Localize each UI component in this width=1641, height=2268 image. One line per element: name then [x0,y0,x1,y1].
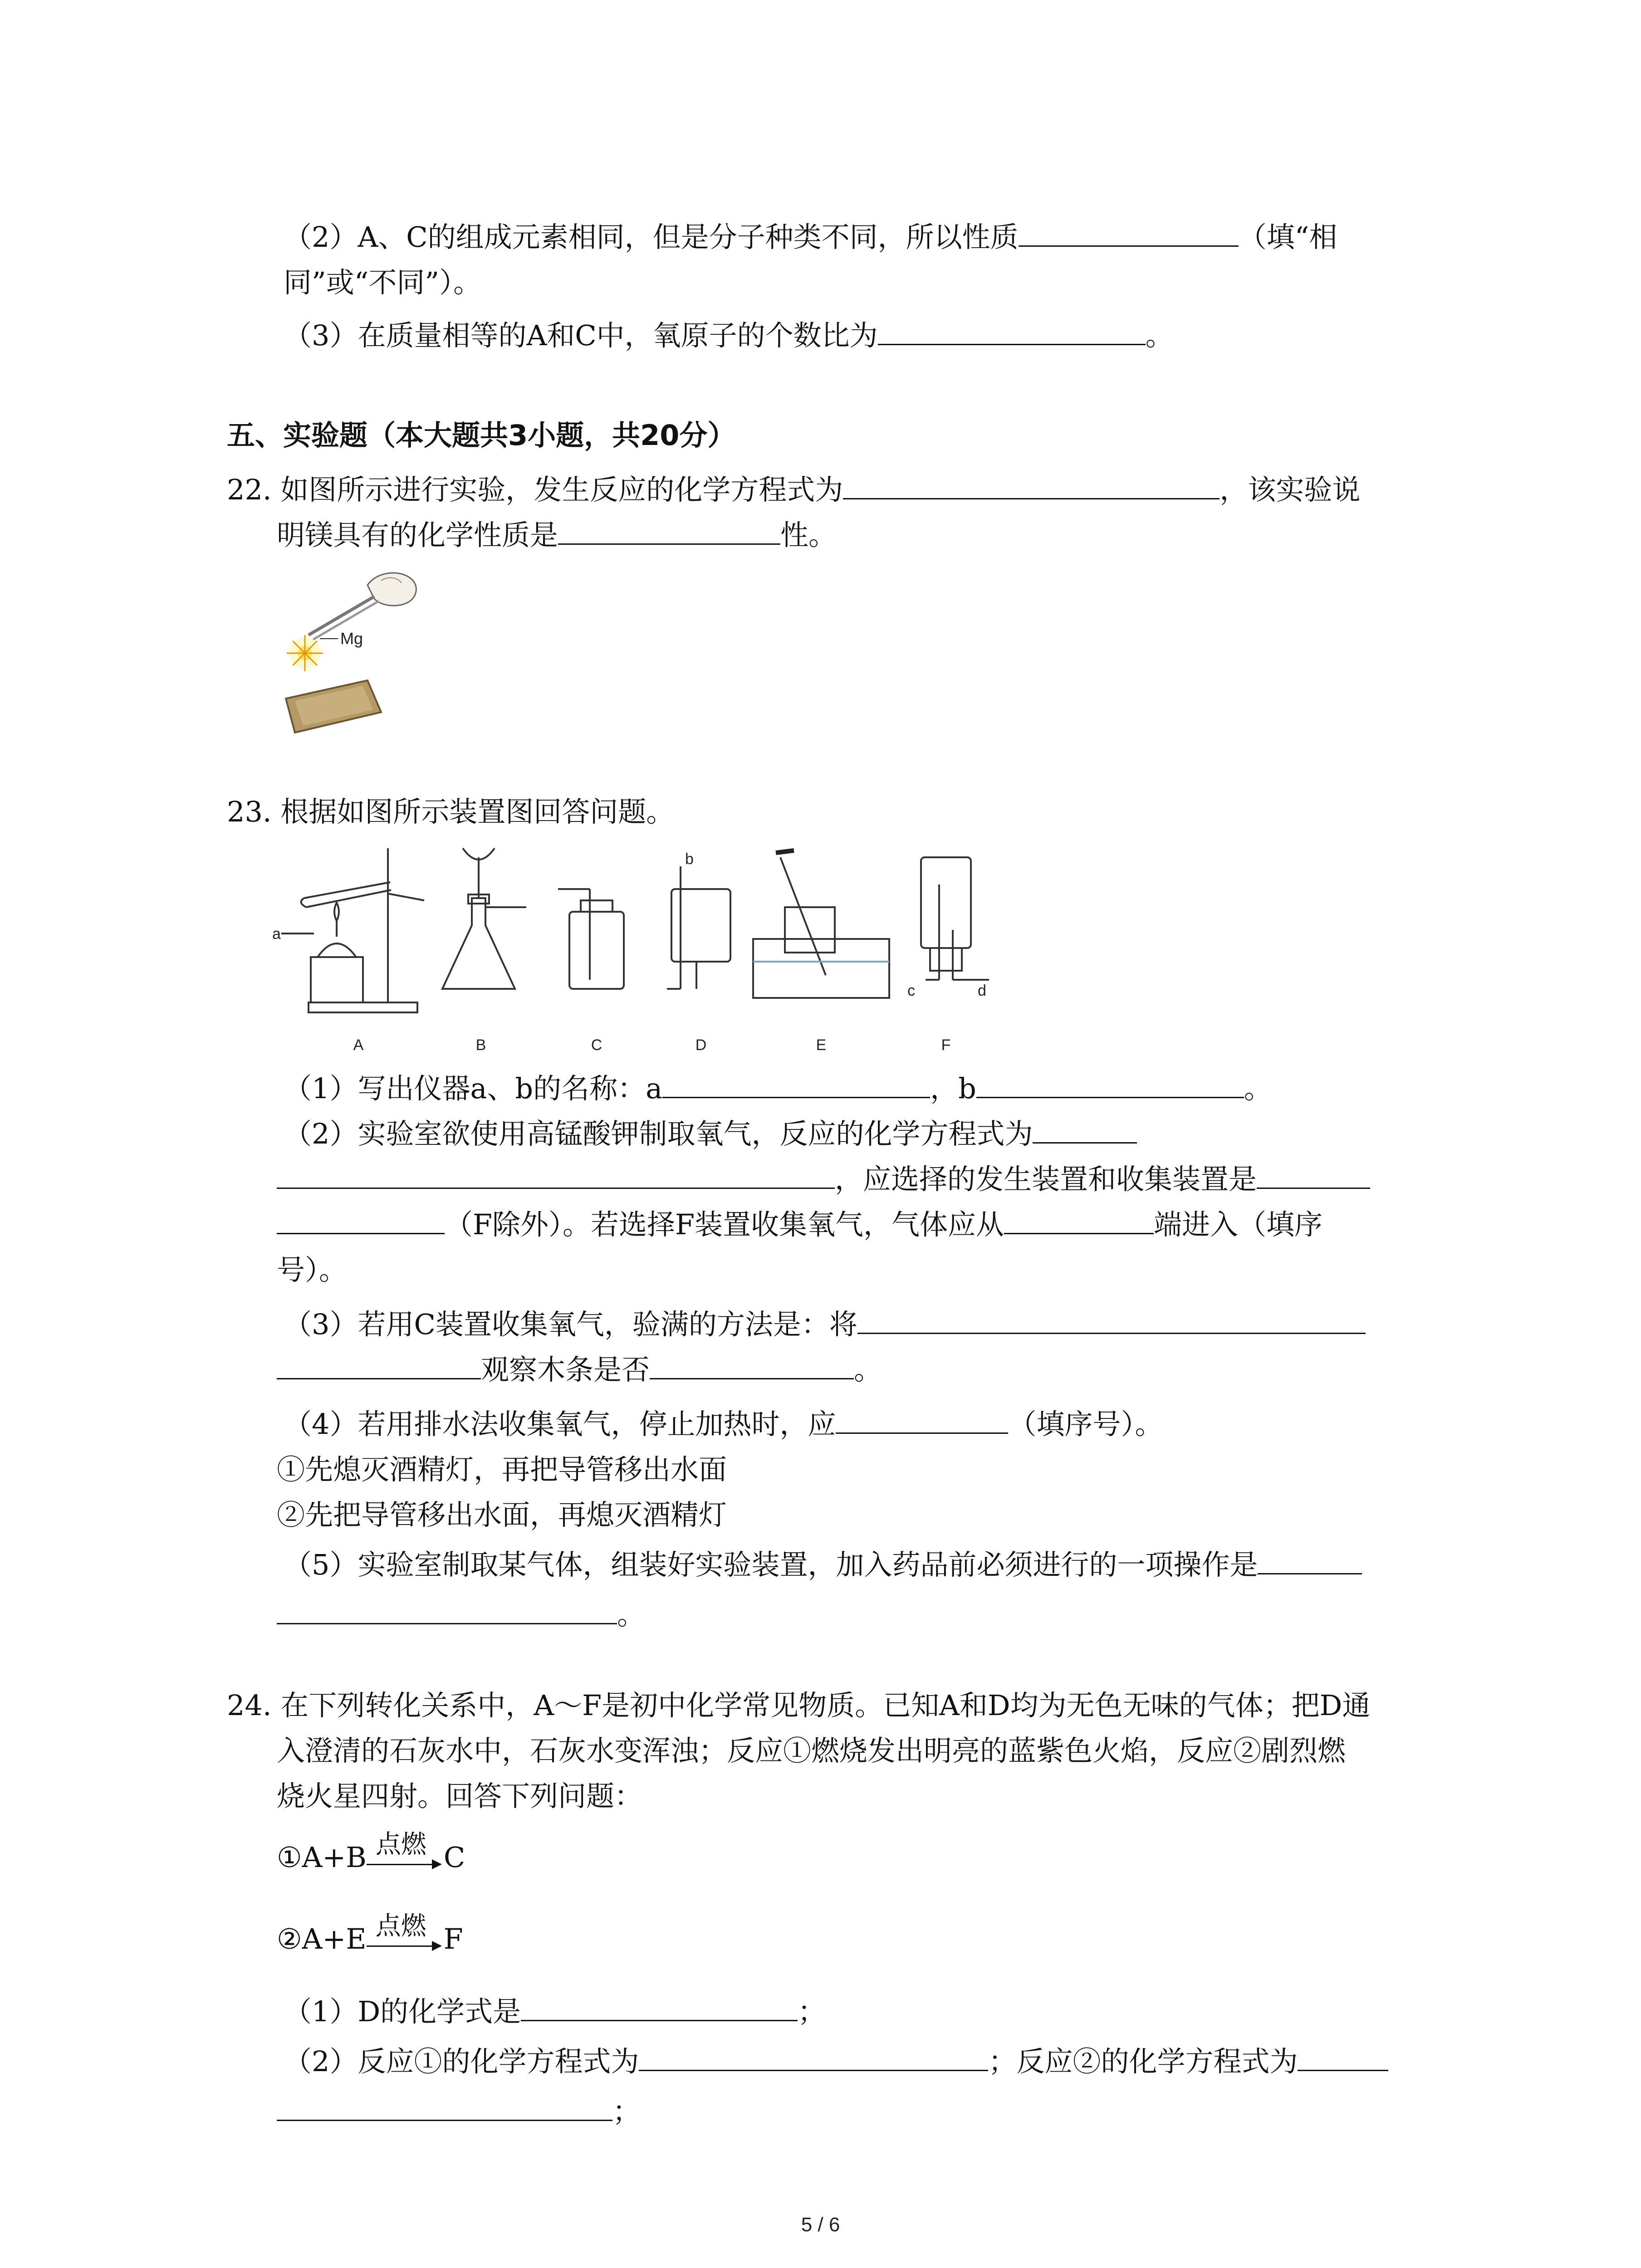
q23-part1: （1）写出仪器a、b的名称：a ，b 。 [284,1070,1272,1107]
q24-line3: 烧火星四射。回答下列问题： [277,1779,643,1813]
label-c: c [907,982,915,999]
q23-stem: 23. 根据如图所示装置图回答问题。 [227,795,675,828]
q23-part2-line2: ，应选择的发生装置和收集装置是 [277,1161,1370,1198]
page-number: 5 / 6 [801,2214,840,2236]
q24-equation-1: ①A+B 点燃 C [277,1839,465,1876]
q23-option-2: ②先把导管移出水面，再熄灭酒精灯 [277,1498,727,1531]
apparatus-label-e: E [816,1036,827,1054]
q23-part2-line4: 号）。 [277,1253,348,1286]
answer-blank-b[interactable] [976,1070,1244,1098]
answer-blank[interactable] [277,1597,617,1624]
q21-part2-line2: 同”或“不同”）。 [284,266,482,299]
q23-part4: （4）若用排水法收集氧气，停止加热时，应 （填序号）。 [284,1406,1163,1442]
section-title: 五、实验题（本大题共3小题，共20分） [227,419,736,452]
answer-blank[interactable] [277,1352,481,1379]
answer-blank[interactable] [1258,1547,1362,1574]
magnesium-burning-figure [277,567,426,739]
answer-blank[interactable] [650,1352,854,1379]
q24-equation-2: ②A+E 点燃 F [277,1921,463,1957]
q21-part3: （3）在质量相等的A和C中，氧原子的个数比为 。 [284,318,1174,354]
answer-blank-a[interactable] [662,1070,930,1098]
q23-part2-line3: （F除外）。若选择F装置收集氧气，气体应从 端进入（填序 [277,1207,1323,1243]
answer-blank[interactable] [1033,1116,1137,1144]
answer-blank[interactable] [857,1306,1366,1334]
answer-blank[interactable] [277,1207,445,1234]
q24-part2-line2: ； [277,2093,641,2130]
q24-line1: 24. 在下列转化关系中，A～F是初中化学常见物质。已知A和D均为无色无味的气体；把D通 [227,1689,1371,1722]
label-b: b [685,850,694,868]
apparatus-label-d: D [695,1036,707,1054]
mg-label: Mg [340,629,363,648]
answer-blank[interactable] [843,472,1220,499]
apparatus-label-a: A [353,1036,364,1054]
answer-blank[interactable] [1257,1161,1370,1189]
lab-apparatus-figure [272,839,998,1057]
answer-blank[interactable] [277,2093,612,2121]
q24-line2: 入澄清的石灰水中，石灰水变浑浊；反应①燃烧发出明亮的蓝紫色火焰，反应②剧烈燃 [277,1734,1346,1767]
reaction-arrow: 点燃 [367,1839,444,1876]
apparatus-label-b: B [475,1036,486,1054]
answer-blank[interactable] [521,1994,798,2021]
q24-part2-line1: （2）反应①的化学方程式为 ；反应②的化学方程式为 [284,2043,1388,2080]
answer-blank[interactable] [1004,1207,1154,1234]
answer-blank[interactable] [639,2043,988,2071]
label-d: d [978,982,986,999]
answer-blank[interactable] [1019,219,1239,247]
answer-blank[interactable] [558,517,780,545]
answer-blank[interactable] [836,1406,1008,1434]
q22-line2: 明镁具有的化学性质是 性。 [277,517,837,553]
reaction-arrow: 点燃 [367,1921,444,1957]
q23-part2-line1: （2）实验室欲使用高锰酸钾制取氧气，反应的化学方程式为 [284,1116,1137,1152]
q23-part3-line2: 观察木条是否 。 [277,1352,882,1388]
q24-part1: （1）D的化学式是 ； [284,1994,826,2030]
answer-blank[interactable] [277,1161,835,1189]
q23-part3-line1: （3）若用C装置收集氧气，验满的方法是：将 [284,1306,1366,1343]
q23-part5-line1: （5）实验室制取某气体，组装好实验装置，加入药品前必须进行的一项操作是 [284,1547,1362,1583]
answer-blank[interactable] [1298,2043,1388,2071]
q22-line1: 22. 如图所示进行实验，发生反应的化学方程式为 ，该实验说 [227,472,1360,508]
q21-part2-line1: （2）A、C的组成元素相同，但是分子种类不同，所以性质 （填“相 [284,219,1337,255]
apparatus-label-c: C [591,1036,603,1054]
label-a: a [272,925,281,943]
q23-part5-line2: 。 [277,1597,645,1633]
q23-option-1: ①先熄灭酒精灯，再把导管移出水面 [277,1453,727,1486]
answer-blank[interactable] [878,318,1146,345]
apparatus-label-f: F [941,1036,951,1054]
